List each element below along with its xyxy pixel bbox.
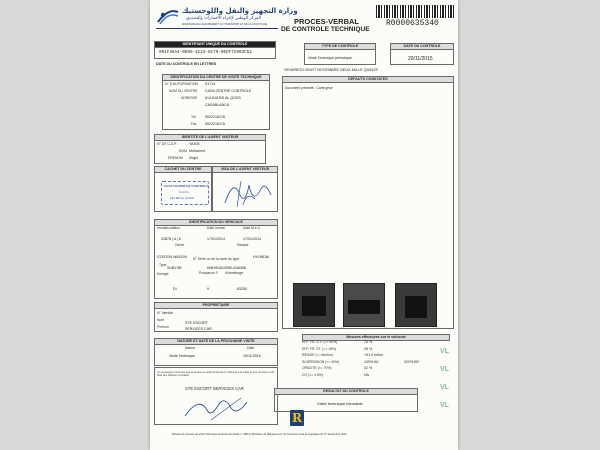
mesures-box bbox=[274, 334, 454, 384]
vehicle-photo-rear bbox=[395, 283, 437, 327]
serie-value: KMHSU81XBEU246456 bbox=[207, 266, 246, 270]
title-line2: DE CONTROLE TECHNIQUE bbox=[281, 26, 370, 33]
agent-box bbox=[154, 134, 266, 164]
document-page bbox=[150, 0, 458, 450]
agent-prenom-label: PRENOM bbox=[168, 156, 183, 160]
centre-stamp: CASA CENTRE DE CONTROLE S.A.R.L 614 BD AL QODS bbox=[161, 181, 209, 205]
nature-label: Nature bbox=[185, 346, 196, 350]
identifiant-value: 001F39A4-0D96-4C23-8C79-9EDF72903C52 bbox=[159, 50, 252, 55]
autorisation-label: N° D'AUTORISATION bbox=[165, 82, 198, 86]
mesure-label: CO (<= 4.5%) bbox=[302, 372, 323, 377]
nature-header: NATURE ET DATE DE LA PROCHAINE VISITE bbox=[155, 339, 277, 345]
date-controle-value: 20/11/2015 bbox=[408, 56, 433, 62]
title-line1: PROCES-VERBAL bbox=[294, 17, 360, 26]
header-rule bbox=[156, 28, 278, 29]
centre-header: IDENTIFICATION DU CENTRE DE VISITE TECHNIQUE bbox=[163, 75, 269, 81]
vehicle-photo-side bbox=[343, 283, 385, 327]
nature-date-label: Date bbox=[247, 346, 255, 350]
document-presente: Document présenté : Carte grise bbox=[285, 86, 333, 90]
visa-box bbox=[212, 166, 278, 212]
watermark-vl: VL bbox=[440, 384, 449, 391]
mesure-label: EFF. FR. ST. (>= 18%) bbox=[302, 346, 337, 351]
watermark-vl: VL bbox=[440, 402, 449, 409]
cachet-header: CACHET DU CENTRE bbox=[155, 167, 211, 173]
immat-label: Immatriculation bbox=[157, 226, 180, 230]
signature-owner: STE ESCORT SERVICES CAR bbox=[185, 386, 244, 391]
network-logo-icon: R bbox=[290, 410, 304, 426]
type-value: SUBYXB bbox=[167, 266, 182, 270]
agent-nom-label: NOM bbox=[179, 149, 187, 153]
mesure-value: 26 % bbox=[364, 346, 373, 351]
defauts-header: DEFAUTS CONSTATES bbox=[283, 77, 453, 83]
vehicule-box bbox=[154, 219, 278, 299]
prop-prenom-label: Prénom bbox=[157, 325, 169, 329]
immat-value: 22878 | A | 6 bbox=[161, 237, 181, 241]
resultat-box bbox=[274, 388, 418, 412]
watermark-vl: VL bbox=[440, 366, 449, 373]
footer-text: Réseau de Centres de Visite Technique autorisé par Arrêté n° 189 du Ministère de l'Equipement, du Transport et de la Logistique du 27 Septembre 2012 bbox=[172, 433, 347, 436]
date-immat-value: 17/01/2014 bbox=[207, 237, 225, 241]
proprietaire-header: PROPRIETAIRE bbox=[155, 303, 277, 309]
centre-fax-label: Fax bbox=[191, 122, 197, 126]
mesure-label: SUSPENSION (>= 40%) bbox=[302, 359, 340, 364]
watermark-vl: VL bbox=[440, 348, 449, 355]
nature-date-value: 19/11/2016 bbox=[243, 354, 261, 358]
date-mec-label: Date M.e.C. bbox=[243, 226, 262, 230]
identifiant-box bbox=[154, 41, 276, 59]
marque-label: Marque bbox=[237, 243, 249, 247]
centre-adresse-label: ADRESSE bbox=[181, 96, 198, 100]
prop-prenom-value: SERVICES CAR bbox=[185, 327, 212, 331]
type-controle-value: Visite Technique périodique bbox=[308, 56, 352, 60]
centre-ville-value: CASABLANCA bbox=[205, 103, 230, 107]
identifiant-header: IDENTIFIANT UNIQUE DU CONTROLE bbox=[155, 42, 275, 48]
mesure-label: OPACITE (<= 70%) bbox=[302, 366, 332, 370]
puissance-label: Puissance F. bbox=[199, 271, 219, 275]
identite-label: N° Identité bbox=[157, 311, 173, 315]
defauts-box bbox=[282, 76, 454, 329]
prop-nom-label: Nom bbox=[157, 318, 165, 322]
mesure-value-secondary: 022% AR bbox=[404, 359, 419, 364]
marque-value: HYUNDAI bbox=[253, 255, 270, 259]
date-controle-header: DATE DU CONTROLE bbox=[391, 44, 453, 50]
centre-tel-value: 0522218176 bbox=[205, 115, 225, 119]
mesure-value: 100% AV bbox=[364, 359, 379, 364]
date-lettres-value: VENDREDI VINGT NOVEMBRE DEUX MILLE QUINZE bbox=[284, 68, 379, 72]
autorisation-value: S1714 bbox=[205, 82, 216, 86]
mesure-value: 70 % bbox=[364, 340, 373, 344]
energie-value: DI bbox=[173, 287, 177, 291]
visa-header: VISA DE L'AGENT VISITEUR bbox=[213, 167, 277, 173]
energie-label: Energie bbox=[157, 272, 169, 276]
agent-header: IDENTITE DE L'AGENT VISITEUR bbox=[155, 135, 265, 141]
header-arabic-line2: المركز الوطني لإجراء الاختبارات والتصديق bbox=[186, 16, 262, 21]
ministry-logo-icon bbox=[156, 6, 180, 26]
barcode bbox=[376, 5, 454, 18]
prop-nom-value: STE ESCORT bbox=[185, 321, 208, 325]
mesure-value: NA bbox=[364, 372, 369, 377]
date-controle-box bbox=[390, 43, 454, 65]
nature-value: Visite Technique bbox=[169, 354, 196, 358]
nature-box bbox=[154, 338, 278, 366]
signature-disclaimer: Je soussigné reconnais que la personne ayant présenté le véhicule à la visite et que mention a été faite des défauts constatés. bbox=[157, 371, 275, 378]
mesure-label: EFF. FR. S.V. (>= 50%) bbox=[302, 340, 338, 344]
centre-nom-value: CASA CENTRE CONTROLE bbox=[205, 89, 252, 93]
serial-number: R0000635340 bbox=[386, 19, 439, 28]
centre-tel-label: Tél bbox=[191, 115, 196, 119]
mesure-label: RIPAGE (<= 5m/km) bbox=[302, 353, 333, 357]
proprietaire-box bbox=[154, 302, 278, 332]
signature-box bbox=[154, 367, 278, 425]
agent-signature bbox=[219, 175, 275, 211]
mesure-value: +01.0 m/km bbox=[364, 353, 383, 357]
genre-value: STATION WAGON bbox=[157, 255, 187, 259]
centre-nom-label: NOM DU CENTRE bbox=[169, 89, 198, 93]
centre-box bbox=[162, 74, 270, 130]
km-label: Kilométrage bbox=[225, 271, 244, 275]
genre-label: Genre bbox=[175, 243, 185, 247]
date-lettres-label: DATE DU CONTROLE EN LETTRES bbox=[156, 62, 217, 66]
resultat-value: Visite technique favorable bbox=[317, 401, 363, 406]
agent-cap-value: YA405 bbox=[189, 142, 200, 146]
agent-cap-label: N° DE C.A.P : bbox=[157, 142, 179, 146]
owner-signature bbox=[181, 394, 251, 422]
type-controle-box bbox=[304, 43, 376, 65]
agent-prenom-value: Zirgui bbox=[189, 156, 198, 160]
centre-adresse-value: 614-618 BD AL QODS bbox=[205, 96, 241, 100]
km-value: 83250 bbox=[237, 287, 247, 291]
vehicle-photo-front bbox=[293, 283, 335, 327]
resultat-header: RESULTAT DU CONTROLE bbox=[275, 389, 417, 395]
header-arabic-line1: وزارة التجهيز والنقل واللوجستيك bbox=[182, 7, 298, 15]
mesures-header: Mesures effectuées sur le véhicule bbox=[302, 334, 450, 341]
mesure-value: 32 % bbox=[364, 366, 373, 370]
serie-label: N° Série ou de la carte du type bbox=[193, 257, 240, 261]
agent-nom-value: Mohamed bbox=[189, 149, 205, 153]
header-ministry-line: MINISTERE DE L'EQUIPEMENT, DU TRANSPORT ET DE LA LOGISTIQUE bbox=[182, 23, 268, 26]
date-immat-label: Date Immat. bbox=[207, 226, 226, 230]
type-label: Type bbox=[159, 263, 167, 267]
type-controle-header: TYPE DE CONTROLE bbox=[305, 44, 375, 50]
centre-fax-value: 0522218176 bbox=[205, 122, 225, 126]
puissance-value: 9 bbox=[207, 287, 209, 291]
cachet-box bbox=[154, 166, 212, 212]
date-mec-value: 17/01/2014 bbox=[243, 237, 261, 241]
vehicule-header: IDENTIFICATION DU VEHICULE bbox=[155, 220, 277, 226]
